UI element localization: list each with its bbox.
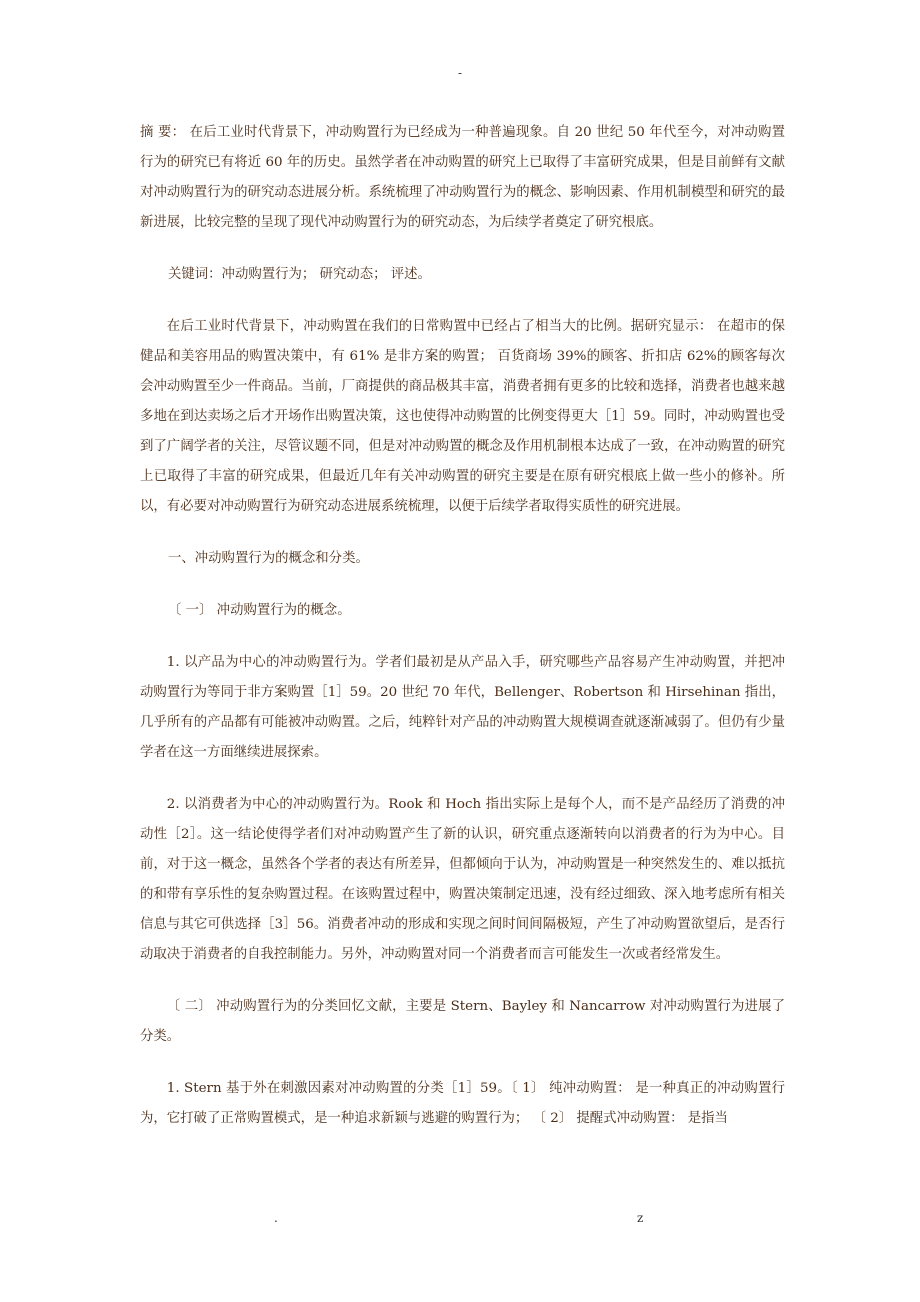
footer-right-marker: z: [637, 1211, 644, 1225]
section-heading-1: 一、冲动购置行为的概念和分类。: [168, 551, 369, 566]
abstract-paragraph: 摘 要： 在后工业时代背景下，冲动购置行为已经成为一种普遍现象。自 20 世纪 50 年代至今，对冲动购置行为的研究已有将近 60 年的历史。虽然学者在冲动购置的研究上已取得了丰富研究成果，但是目前鲜有文献对冲动购置行为的研究动态进展分析。系统梳理了冲动购置行为的概念、影响因素、作用机制模型和研究的最新进展，比较完整的呈现了现代冲动购置行为的研究动态，为后续学者奠定了研究根底。: [140, 125, 785, 230]
keywords-line: 关键词：冲动购置行为； 研究动态； 评述。: [168, 267, 431, 282]
subsection-heading-2: 〔 二〕 冲动购置行为的分类回忆文献，主要是 Stern、Bayley 和 Nancarrow 对冲动购置行为进展了分类。: [140, 999, 785, 1044]
paragraph-product-centered: 1. 以产品为中心的冲动购置行为。学者们最初是从产品入手，研究哪些产品容易产生冲动购置，并把冲动购置行为等同于非方案购置［1］59。20 世纪 70 年代，Bellenger、Robertson 和 Hirsehinan 指出，几乎所有的产品都有可能被冲动购置。之后，纯粹针对产品的冲动购置大规模调查就逐渐减弱了。但仍有少量学者在这一方面继续进展探索。: [140, 655, 785, 760]
document-body: [140, 118, 785, 1134]
footer-left-marker: .: [274, 1211, 278, 1225]
paragraph-consumer-centered: 2. 以消费者为中心的冲动购置行为。Rook 和 Hoch 指出实际上是每个人，而不是产品经历了消费的冲动性［2］。这一结论使得学者们对冲动购置产生了新的认识，研究重点逐渐转向以消费者的行为为中心。目前，对于这一概念，虽然各个学者的表达有所差异，但都倾向于认为，冲动购置是一种突然发生的、难以抵抗的和带有享乐性的复杂购置过程。在该购置过程中，购置决策制定迅速，没有经过细致、深入地考虑所有相关信息与其它可供选择［3］56。消费者冲动的形成和实现之间时间间隔极短，产生了冲动购置欲望后，是否行动取决于消费者的自我控制能力。另外，冲动购置对同一个消费者而言可能发生一次或者经常发生。: [140, 797, 785, 962]
intro-paragraph: 在后工业时代背景下，冲动购置在我们的日常购置中已经占了相当大的比例。据研究显示： 在超市的保健品和美容用品的购置决策中，有 61% 是非方案的购置； 百货商场 39%的顾客、折扣店 62%的顾客每次会冲动购置至少一件商品。当前，厂商提供的商品极其丰富，消费者拥有更多的比较和选择，消费者也越来越多地在到达卖场之后才开场作出购置决策，这也使得冲动购置的比例变得更大［1］59。同时，冲动购置也受到了广阔学者的关注，尽管议题不同，但是对冲动购置的概念及作用机制根本达成了一致，在冲动购置的研究上已取得了丰富的研究成果，但最近几年有关冲动购置的研究主要是在原有研究根底上做一些小的修补。所以，有必要对冲动购置行为研究动态进展系统梳理，以便于后续学者取得实质性的研究进展。: [140, 319, 785, 514]
subsection-heading-1: 〔 一〕 冲动购置行为的概念。: [168, 603, 351, 618]
page-header-marker: -: [457, 66, 463, 80]
paragraph-stern-classification: 1. Stern 基于外在刺激因素对冲动购置的分类［1］59。〔 1〕 纯冲动购置： 是一种真正的冲动购置行为，它打破了正常购置模式，是一种追求新颖与逃避的购置行为； 〔 2〕 提醒式冲动购置： 是指当: [140, 1081, 785, 1126]
